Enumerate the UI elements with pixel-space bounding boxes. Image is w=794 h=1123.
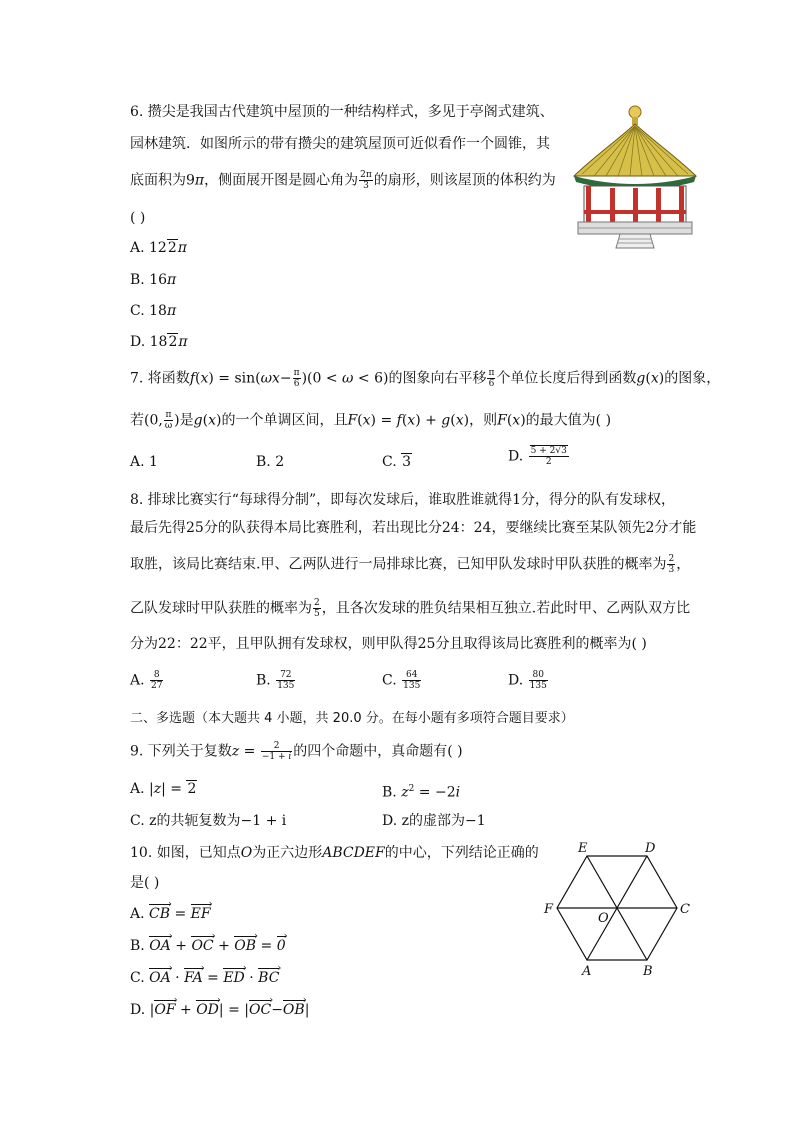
q8-line1: 8. 排球比赛实行“每球得分制”，即每次发球后，谁取胜谁就得1分，得分的队有发球权， [130, 492, 676, 508]
section-heading: 二、多选题（本大题共 4 小题，共 20.0 分。在每小题有多项符合题目要求） [130, 711, 574, 726]
q8-line2: 最后先得25分的队获得本局比赛胜利，若出现比分24：24，要继续比赛至某队领先2分才能 [130, 520, 697, 536]
q9-option-b: B. $z^2 = -2i$ [382, 784, 461, 801]
q8-option-a: A. $\frac{8}{27}$ [130, 670, 163, 691]
q10-option-d: D. |OF › + OD ›| = |OC ›−OB ›| [130, 1000, 309, 1020]
hex-label-a: A [582, 964, 592, 979]
q10-line2: 是( ) [130, 875, 160, 891]
q8-line3: 取胜，该局比赛结束.甲、乙两队进行一局排球比赛，已知甲队发球时甲队获胜的概率为 $\frac{2}{3}$ ， [130, 554, 691, 575]
hex-label-c: C [680, 902, 690, 917]
q8-option-b: B. $\frac{72}{135}$ [256, 670, 295, 691]
pavilion-image [570, 102, 700, 252]
q7-line2: 若(0, $\frac{\pi}{\omega}$ )是g(x)的一个单调区间，且F(x) = f(x) + g(x)，则F(x)的最大值为( ) [130, 410, 612, 431]
q10-option-b: B. OA › + OC › + OB › = 0 › [130, 936, 286, 956]
q8-line5: 分为22：22平，且甲队拥有发球权，则甲队得25分且取得该局比赛胜利的概率为( ) [130, 636, 647, 652]
hex-label-b: B [643, 964, 653, 979]
q6-line2: 园林建筑．如图所示的带有攒尖的建筑屋顶可近似看作一个圆锥，其 [130, 136, 550, 152]
q10-option-a: A. CB › = EF › [130, 904, 211, 924]
q10-line1: 10. 如图，已知点O为正六边形ABCDEF的中心，下列结论正确的 [130, 845, 539, 861]
q6-line1: 6. 攒尖是我国古代建筑中屋顶的一种结构样式，多见于亭阁式建筑、 [130, 104, 554, 120]
q9-line1: 9. 下列关于复数z = $\frac{2}{-1 + i}$ 的四个命题中，真命题有( ) [130, 741, 463, 762]
q6-option-c: C. 18π [130, 303, 177, 319]
q8-line4: 乙队发球时甲队获胜的概率为 $\frac{2}{5}$ ，且各次发球的胜负结果相互独立.若此时甲、乙两队双方比 [130, 598, 691, 619]
q8-option-c: C. $\frac{64}{135}$ [382, 670, 421, 691]
q9-option-d: D. z的虚部为−1 [382, 813, 486, 829]
hex-label-f: F [544, 902, 554, 917]
q7-option-b: B. 2 [256, 454, 285, 470]
hex-label-o: O [598, 911, 609, 926]
q6-paren: ( ) [130, 210, 146, 226]
q9-option-a: A. |z| = 2 [130, 781, 197, 797]
q7-line1: 7. 将函数f(x) = sin(ωx− $\frac{\pi}{6}$ )(0 < ω < 6)的图象向右平移 $\frac{\pi}{6}$ 个单位长度后得到函数g(x)的图象， [130, 368, 721, 389]
q10-option-c: C. OA › · FA › = ED › · BC › [130, 968, 279, 988]
q9-option-c: C. z的共轭复数为−1 + i [130, 813, 287, 829]
q7-option-c: C. 3 [382, 454, 412, 470]
q7-option-a: A. 1 [130, 454, 158, 470]
q7-option-d: D. $\frac{5 + 2√3}{2}$ [508, 446, 567, 467]
q6-option-d: D. 182π [130, 334, 188, 350]
q8-option-d: D. $\frac{80}{135}$ [508, 670, 547, 691]
q6-option-b: B. 16π [130, 272, 177, 288]
hex-label-d: D [645, 841, 656, 856]
q6-line3: 底面积为9π，侧面展开图是圆心角为 $\frac{2\pi}{3}$ 的扇形，则该屋顶的体积约为 [130, 170, 556, 191]
hex-label-e: E [578, 841, 588, 856]
hexagon-diagram [540, 840, 700, 980]
q6-option-a: A. 122π [130, 240, 187, 256]
